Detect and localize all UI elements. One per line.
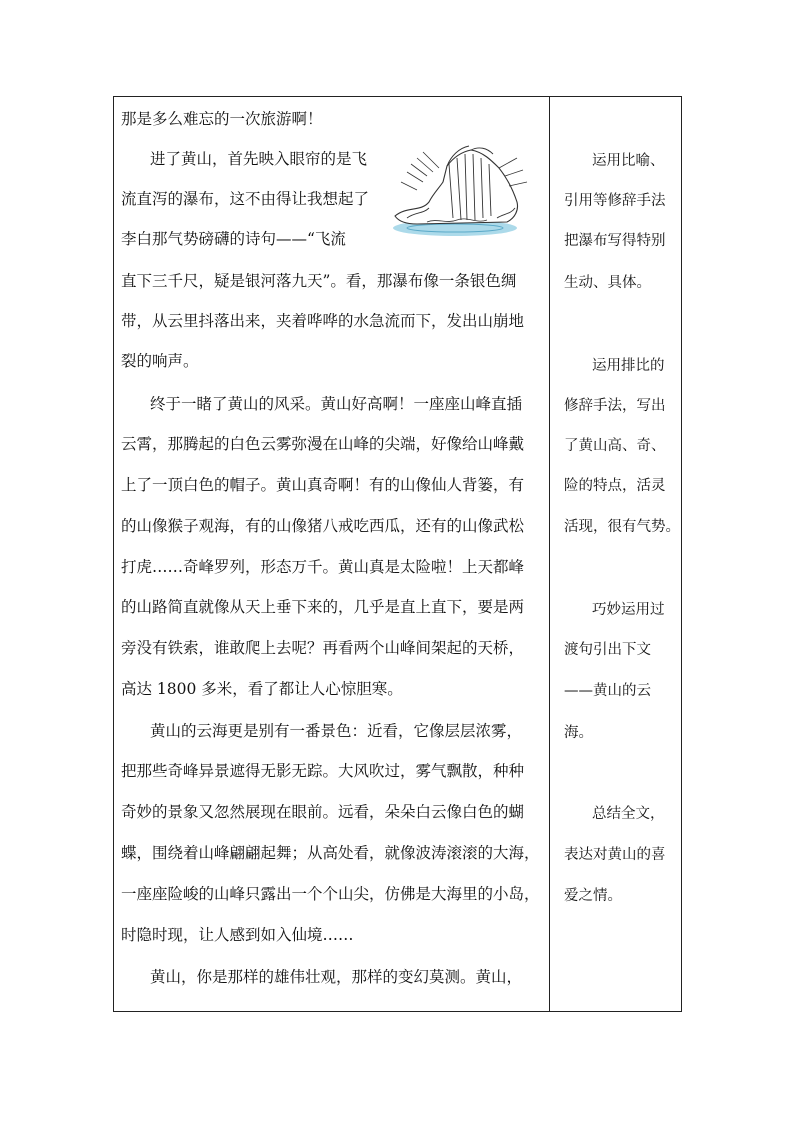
note-line: ——黄山的云 — [564, 683, 651, 699]
note-line: 修辞手法，写出 — [564, 398, 666, 414]
essay-line: 高达 1800 多米，看了都让人心惊胆寒。 — [121, 680, 403, 698]
note-line: 险的特点，活灵 — [564, 478, 666, 494]
essay-line: 进了黄山，首先映入眼帘的是飞 — [150, 150, 368, 168]
essay-line: 时隐时现，让人感到如入仙境…… — [121, 926, 354, 944]
note-line: 把瀑布写得特别 — [564, 233, 666, 249]
note-line: 巧妙运用过 — [592, 602, 665, 618]
note-line: 海。 — [564, 725, 593, 741]
essay-line: 上了一顶白色的帽子。黄山真奇啊！有的山像仙人背篓，有 — [121, 476, 525, 494]
essay-line: 那是多么难忘的一次旅游啊！ — [121, 110, 323, 128]
essay-line: 李白那气势磅礴的诗句——“飞流 — [121, 230, 346, 248]
essay-line: 把那些奇峰异景遮得无影无踪。大风吹过，雾气飘散，种种 — [121, 762, 525, 780]
annotated-essay-table — [113, 96, 682, 1012]
note-line: 总结全文， — [592, 806, 665, 822]
note-line: 引用等修辞手法 — [564, 193, 666, 209]
essay-line: 黄山的云海更是别有一番景色：近看，它像层层浓雾， — [150, 722, 523, 740]
note-line: 渡句引出下文 — [564, 642, 651, 658]
essay-line: 流直泻的瀑布，这不由得让我想起了 — [121, 190, 370, 208]
essay-line: 终于一睹了黄山的风采。黄山好高啊！一座座山峰直插 — [150, 395, 523, 413]
essay-line: 旁没有铁索，谁敢爬上去呢？再看两个山峰间架起的天桥， — [121, 639, 525, 657]
note-line: 运用排比的 — [592, 358, 665, 374]
essay-line: 直下三千尺，疑是银河落九天”。看，那瀑布像一条银色绸 — [121, 272, 517, 290]
note-line: 了黄山高、奇、 — [564, 438, 666, 454]
essay-line: 裂的响声。 — [121, 352, 199, 370]
waterfall-illustration — [387, 142, 529, 242]
essay-line: 一座座险峻的山峰只露出一个个山尖，仿佛是大海里的小岛， — [121, 885, 540, 903]
notes-column — [550, 97, 683, 1011]
essay-line: 黄山，你是那样的雄伟壮观，那样的变幻莫测。黄山， — [150, 968, 523, 986]
essay-line: 带，从云里抖落出来，夹着哗哗的水急流而下，发出山崩地 — [121, 312, 525, 330]
essay-column — [114, 97, 549, 1011]
note-line: 爱之情。 — [564, 888, 622, 904]
essay-line: 的山路简直就像从天上垂下来的，几乎是直上直下，要是两 — [121, 598, 525, 616]
essay-line: 蝶，围绕着山峰翩翩起舞；从高处看，就像波涛滚滚的大海， — [121, 844, 540, 862]
essay-line: 的山像猴子观海，有的山像猪八戒吃西瓜，还有的山像武松 — [121, 517, 525, 535]
note-line: 生动、具体。 — [564, 275, 651, 291]
note-line: 活现，很有气势。 — [564, 519, 680, 535]
note-line: 运用比喻、 — [592, 153, 665, 169]
essay-line: 云霄，那腾起的白色云雾弥漫在山峰的尖端，好像给山峰戴 — [121, 435, 525, 453]
essay-line: 打虎……奇峰罗列，形态万千。黄山真是太险啦！上天都峰 — [121, 558, 525, 576]
essay-line: 奇妙的景象又忽然展现在眼前。远看，朵朵白云像白色的蝴 — [121, 803, 525, 821]
note-line: 表达对黄山的喜 — [564, 847, 666, 863]
